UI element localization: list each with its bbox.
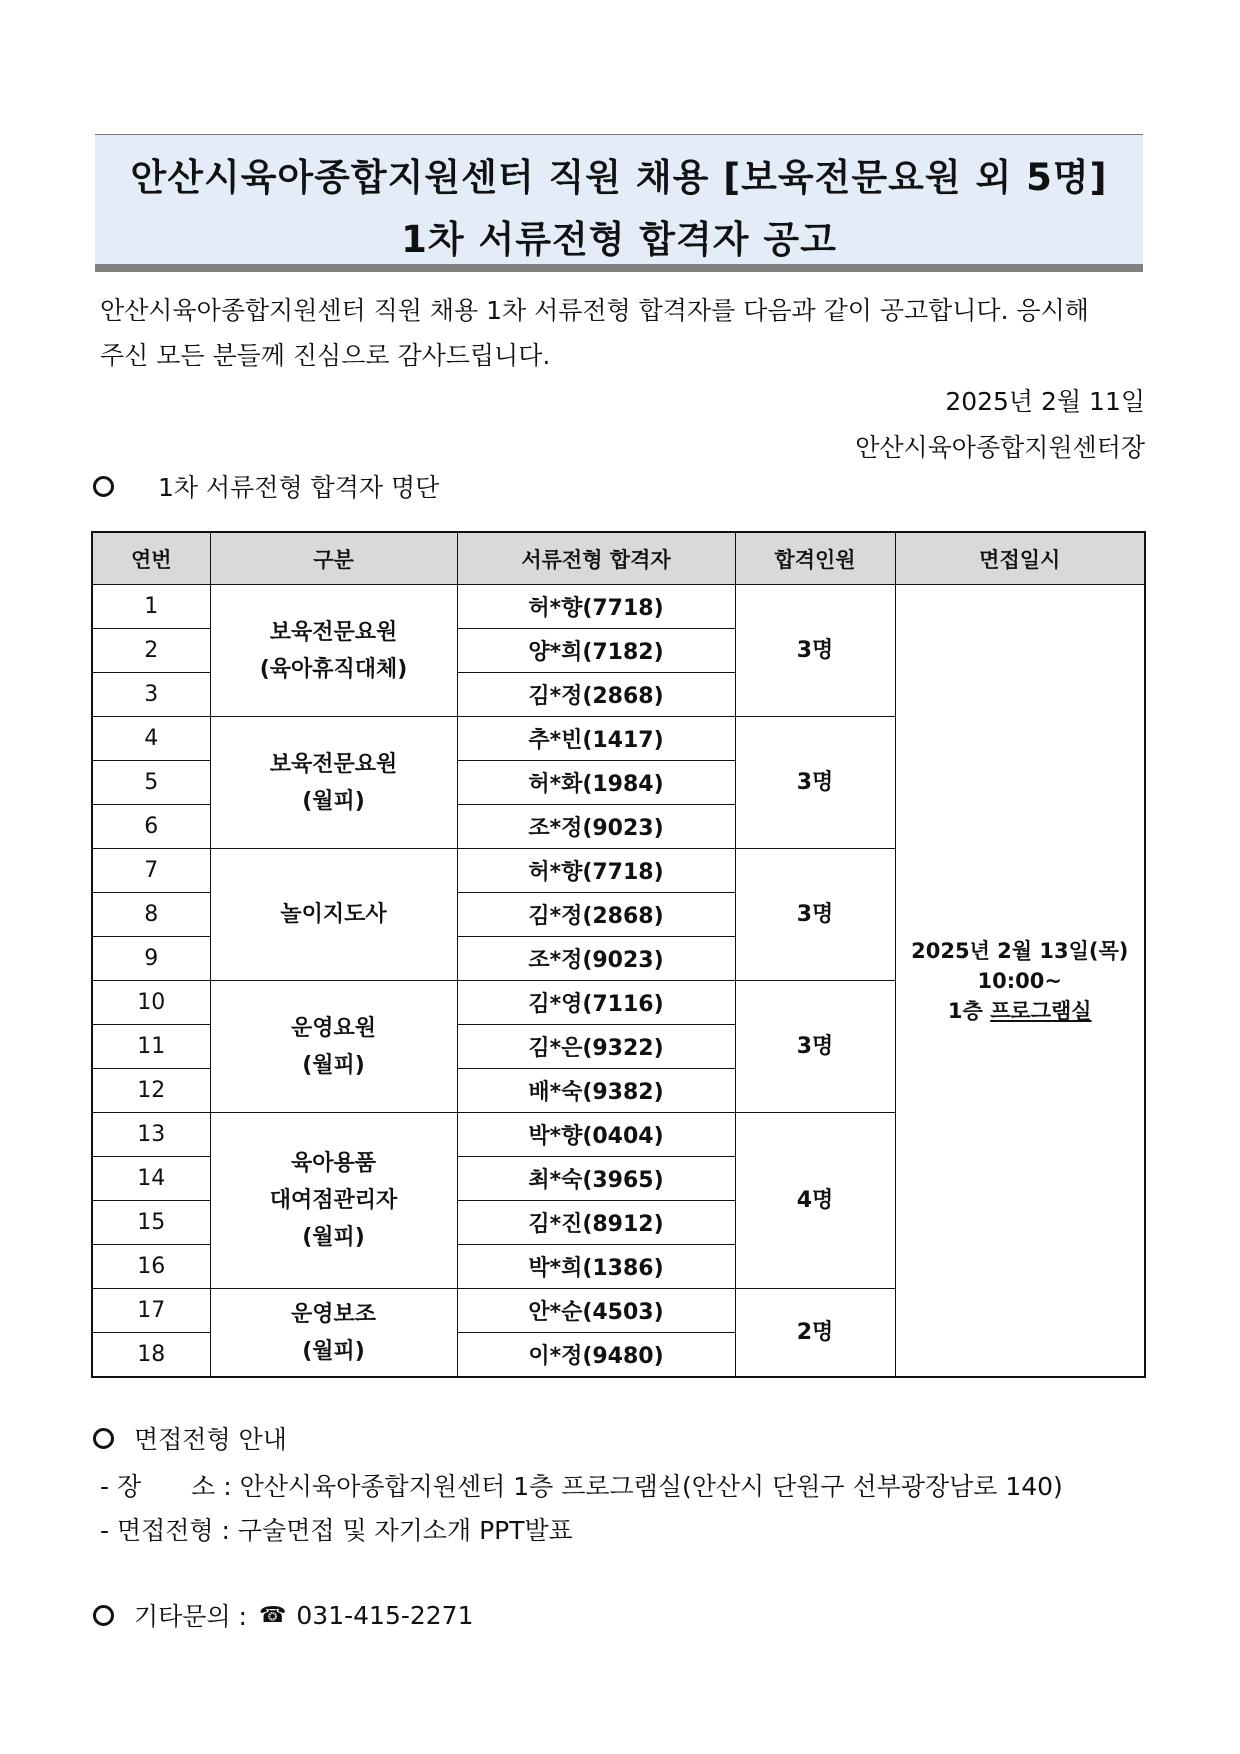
passer-name: 김*은(9322) xyxy=(457,1025,735,1069)
row-no: 12 xyxy=(92,1069,210,1113)
passer-name: 조*정(9023) xyxy=(457,937,735,981)
row-no: 4 xyxy=(92,717,210,761)
issuer: 안산시육아종합지원센터장 xyxy=(855,433,1145,462)
contact-label: 기타문의 : xyxy=(134,1602,247,1631)
circle-bullet-icon xyxy=(93,476,114,497)
interview-cell xyxy=(895,585,1145,1378)
passer-name: 양*희(7182) xyxy=(457,629,735,673)
intro-line-2: 주신 모든 분들께 진심으로 감사드립니다. xyxy=(100,341,551,370)
passer-name: 김*정(2868) xyxy=(457,673,735,717)
type-label: - 면접전형 : xyxy=(100,1516,230,1545)
passer-name: 김*진(8912) xyxy=(457,1201,735,1245)
passer-name: 박*희(1386) xyxy=(457,1245,735,1289)
interview-place: 1층 프로그램실 xyxy=(947,998,1092,1023)
circle-bullet-icon xyxy=(93,1605,114,1626)
circle-bullet-icon xyxy=(93,1428,114,1449)
category-cell: 운영요원 (월피) xyxy=(210,981,457,1113)
category-cell: 놀이지도사 xyxy=(210,849,457,981)
title-line-1: 안산시육아종합지원센터 직원 채용 [보육전문요원 외 5명] xyxy=(130,156,1108,199)
passer-name: 김*영(7116) xyxy=(457,981,735,1025)
passer-name: 허*향(7718) xyxy=(457,585,735,629)
section-interview-label: 면접전형 안내 xyxy=(134,1425,287,1454)
table-row xyxy=(92,585,1145,629)
category-cell: 운영보조 (월피) xyxy=(210,1289,457,1378)
passer-name: 이*정(9480) xyxy=(457,1333,735,1378)
table-header-row xyxy=(92,532,1145,585)
row-no: 10 xyxy=(92,981,210,1025)
title-line-2: 1차 서류전형 합격자 공고 xyxy=(401,218,837,261)
passer-name: 최*숙(3965) xyxy=(457,1157,735,1201)
contact-phone[interactable]: 031-415-2271 xyxy=(296,1600,474,1630)
header-count: 합격인원 xyxy=(735,532,895,585)
row-no: 15 xyxy=(92,1201,210,1245)
row-no: 6 xyxy=(92,805,210,849)
section-contact xyxy=(93,1597,474,1633)
row-no: 18 xyxy=(92,1333,210,1378)
row-no: 1 xyxy=(92,585,210,629)
passer-name: 배*숙(9382) xyxy=(457,1069,735,1113)
passer-name: 추*빈(1417) xyxy=(457,717,735,761)
count-cell: 3명 xyxy=(735,981,895,1113)
interview-type-line xyxy=(100,1511,573,1547)
row-no: 17 xyxy=(92,1289,210,1333)
count-cell: 4명 xyxy=(735,1113,895,1289)
passer-name: 박*향(0404) xyxy=(457,1113,735,1157)
row-no: 3 xyxy=(92,673,210,717)
announcement-date: 2025년 2월 11일 xyxy=(945,387,1145,416)
count-cell: 2명 xyxy=(735,1289,895,1378)
title-banner xyxy=(95,134,1143,272)
row-no: 5 xyxy=(92,761,210,805)
passers-table xyxy=(91,531,1146,1378)
row-no: 7 xyxy=(92,849,210,893)
interview-place-line xyxy=(100,1467,1063,1503)
section-passers-label: 1차 서류전형 합격자 명단 xyxy=(158,473,440,502)
passer-name: 김*정(2868) xyxy=(457,893,735,937)
interview-time: 10:00~ xyxy=(977,968,1062,993)
passer-name: 조*정(9023) xyxy=(457,805,735,849)
telephone-icon: ☎ xyxy=(258,1602,287,1628)
intro-paragraph xyxy=(100,288,1140,378)
passer-name: 안*순(4503) xyxy=(457,1289,735,1333)
header-category: 구분 xyxy=(210,532,457,585)
intro-line-1: 안산시육아종합지원센터 직원 채용 1차 서류전형 합격자를 다음과 같이 공고합니다. 응시해 xyxy=(100,296,1089,325)
row-no: 9 xyxy=(92,937,210,981)
category-cell: 보육전문요원 (월피) xyxy=(210,717,457,849)
count-cell: 3명 xyxy=(735,849,895,981)
row-no: 11 xyxy=(92,1025,210,1069)
passer-name: 허*화(1984) xyxy=(457,761,735,805)
place-value: 안산시육아종합지원센터 1층 프로그램실(안산시 단원구 선부광장남로 140) xyxy=(239,1472,1063,1501)
interview-date: 2025년 2월 13일(목) xyxy=(911,938,1129,963)
section-interview-heading xyxy=(93,1420,287,1456)
count-cell: 3명 xyxy=(735,585,895,717)
type-value: 구술면접 및 자기소개 PPT발표 xyxy=(237,1516,573,1545)
row-no: 14 xyxy=(92,1157,210,1201)
header-interview: 면접일시 xyxy=(895,532,1145,585)
section-passers-heading xyxy=(93,468,439,504)
row-no: 13 xyxy=(92,1113,210,1157)
row-no: 16 xyxy=(92,1245,210,1289)
header-no: 연번 xyxy=(92,532,210,585)
row-no: 8 xyxy=(92,893,210,937)
header-passer: 서류전형 합격자 xyxy=(457,532,735,585)
passer-name: 허*향(7718) xyxy=(457,849,735,893)
row-no: 2 xyxy=(92,629,210,673)
category-cell: 육아용품 대여점관리자 (월피) xyxy=(210,1113,457,1289)
category-cell: 보육전문요원 (육아휴직대체) xyxy=(210,585,457,717)
count-cell: 3명 xyxy=(735,717,895,849)
place-label: - 장 소 : xyxy=(100,1472,232,1501)
